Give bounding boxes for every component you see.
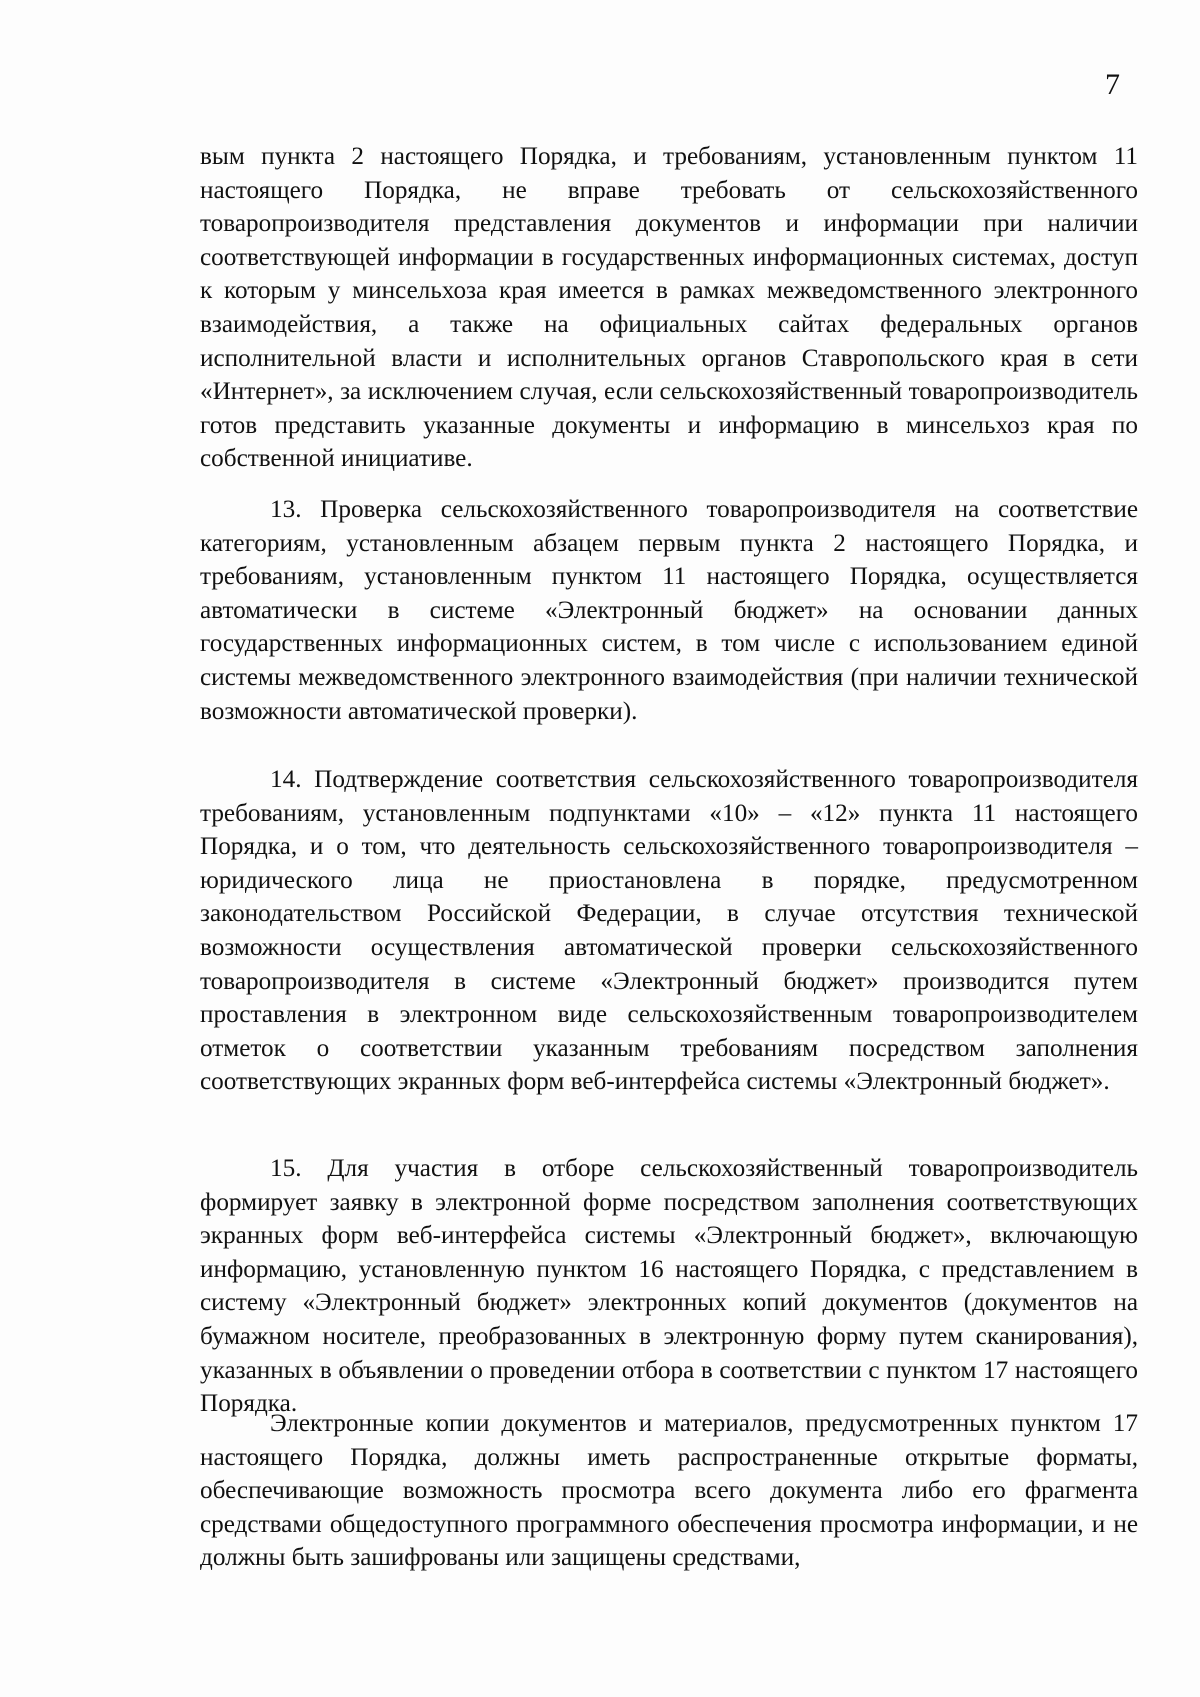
- paragraph-15-continuation: [200, 1407, 1138, 1575]
- page-number: 7: [1105, 68, 1120, 101]
- paragraph-text: вым пункта 2 настоящего Порядка, и требованиям, установленным пунктом 11 настоящего Порядка, не вправе требовать от сельскохозяйственного товаропроизводителя представления документов и информации при наличии соответствующей информации в государственных информационных системах, доступ к которым у минсельхоза края имеется в рамках межведомственного электронного взаимодействия, а также на официальных сайтах федеральных органов исполнительной власти и исполнительных органов Ставропольского края в сети «Интернет», за исключением случая, если сельскохозяйственный товаропроизводитель готов представить указанные документы и информацию в минсельхоз края по собственной инициативе.: [200, 143, 1138, 473]
- paragraph-14: [200, 763, 1138, 1099]
- paragraph-text: 13. Проверка сельскохозяйственного товаропроизводителя на соответствие категориям, установленным абзацем первым пункта 2 настоящего Порядка, и требованиям, установленным пунктом 11 настоящего Порядка, осуществляется автоматически в системе «Электронный бюджет» на основании данных государственных информационных систем, в том числе с использованием единой системы межведомственного электронного взаимодействия (при наличии технической возможности автоматической проверки).: [200, 496, 1138, 725]
- paragraph-text: Электронные копии документов и материалов, предусмотренных пунктом 17 настоящего Порядка, должны иметь распространенные открытые форматы, обеспечивающие возможность просмотра всего документа либо его фрагмента средствами общедоступного программного обеспечения просмотра информации, и не должны быть зашифрованы или защищены средствами,: [200, 1410, 1138, 1572]
- paragraph-13: [200, 493, 1138, 728]
- paragraph-text: 14. Подтверждение соответствия сельскохозяйственного товаропроизводителя требованиям, установленным подпунктами «10» – «12» пункта 11 настоящего Порядка, и о том, что деятельность сельскохозяйственного товаропроизводителя – юридического лица не приостановлена в порядке, предусмотренном законодательством Российской Федерации, в случае отсутствия технической возможности осуществления автоматической проверки сельскохозяйственного товаропроизводителя в системе «Электронный бюджет» производится путем проставления в электронном виде сельскохозяйственным товаропроизводителем отметок о соответствии указанным требованиям посредством заполнения соответствующих экранных форм веб-интерфейса системы «Электронный бюджет».: [200, 766, 1138, 1096]
- paragraph-text: 15. Для участия в отборе сельскохозяйственный товаропроизводитель формирует заявку в электронной форме посредством заполнения соответствующих экранных форм веб-интерфейса системы «Электронный бюджет», включающую информацию, установленную пунктом 16 настоящего Порядка, с представлением в систему «Электронный бюджет» электронных копий документов (документов на бумажном носителе, преобразованных в электронную форму путем сканирования), указанных в объявлении о проведении отбора в соответствии с пунктом 17 настоящего Порядка.: [200, 1155, 1138, 1418]
- paragraph-15: [200, 1152, 1138, 1421]
- paragraph-12-continuation: [200, 140, 1138, 476]
